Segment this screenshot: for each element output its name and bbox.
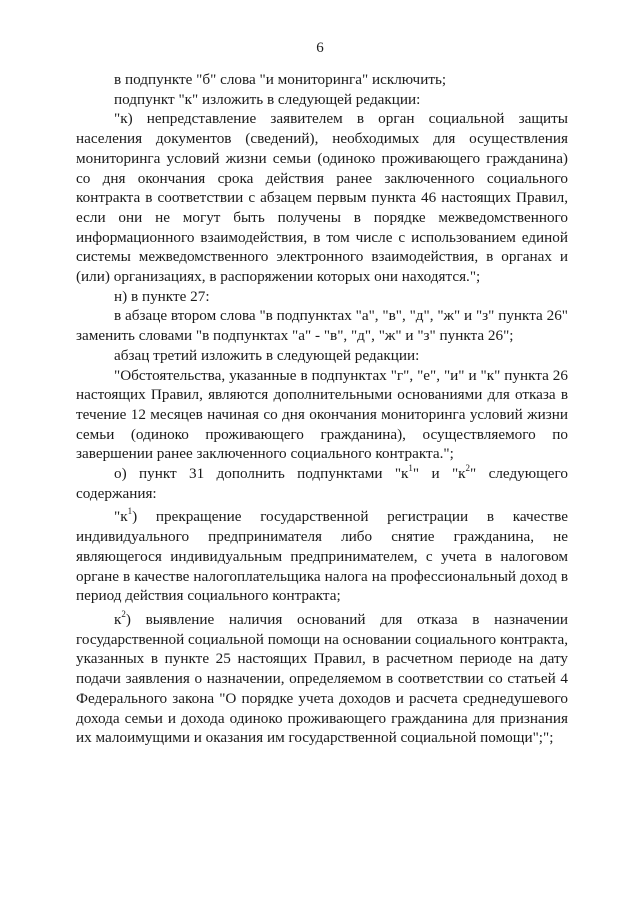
paragraph: "к) непредставление заявителем в орган социальной защиты населения документов (сведений), необходимых для осуществления мониторинга условий жизни семьи (одиноко проживающего гражданина) со дня окончания срока действия ранее заключенного социального контракта в соответствии с абзацем первым пункта 46 настоящих Правил, если они не могут быть получены в порядке межведомственного информационного взаимодействия, в том числе с использованием единой системы межведомственного электронного взаимодействия, в органах и (или) организациях, в распоряжении которых они находятся."; [76, 110, 568, 286]
superscript: 2 [465, 463, 471, 473]
paragraph: абзац третий изложить в следующей редакции: [114, 346, 420, 364]
text-segment: ) прекращение государственной регистрации в качестве индивидуального предпринимателя либо снятие гражданина, не являющегося индивидуальным предпринимателем, с учета в налоговом органе в качестве налогоплательщика налога на профессиональный доход в период действия социального контракта; [76, 508, 568, 605]
document-body [76, 70, 568, 748]
paragraph: подпункт "к" изложить в следующей редакции: [114, 90, 421, 108]
paragraph: в абзаце втором слова "в подпунктах "а", "в", "д", "ж" и "з" пункта 26" заменить словами "в подпунктах "а" - "в", "д", "ж" и "з" пункта 26"; [76, 307, 568, 345]
paragraph: "Обстоятельства, указанные в подпунктах "г", "е", "и" и "к" пункта 26 настоящих Правил, являются дополнительными основаниями для отказа в течение 12 месяцев начиная со дня окончания мониторинга условий жизни семьи (одиноко проживающего гражданина), осуществляемого по завершении ранее заключенного социального контракта."; [76, 366, 568, 463]
paragraph: н) в пункте 27: [114, 287, 210, 305]
superscript: 2 [121, 608, 126, 619]
paragraph [76, 464, 568, 503]
text-segment: к [114, 610, 122, 628]
text-segment: о) пункт 31 дополнить подпунктами "к [114, 465, 409, 483]
superscript: 1 [127, 506, 133, 517]
paragraph [76, 507, 568, 606]
text-segment: ) выявление наличия оснований для отказа в назначении государственной социальной помощи на основании социального контракта, указанных в пункте 25 настоящих Правил, в расчетном периоде на дату подачи заявления о назначении, определяемом в соответствии со статьей 4 Федерального закона "О порядке учета доходов и расчета среднедушевого дохода семьи и дохода одиноко проживающего гражданина для признания их малоимущими и оказания им государственной социальной помощи";"; [76, 610, 568, 747]
superscript: 1 [408, 463, 413, 473]
paragraph: в подпункте "б" слова "и мониторинга" исключить; [114, 71, 447, 88]
paragraph [76, 610, 568, 748]
text-segment: "к [114, 508, 128, 526]
page-number: 6 [316, 40, 324, 56]
text-segment: " и "к [412, 465, 466, 483]
text-segment: " следующего содержания: [76, 465, 568, 502]
